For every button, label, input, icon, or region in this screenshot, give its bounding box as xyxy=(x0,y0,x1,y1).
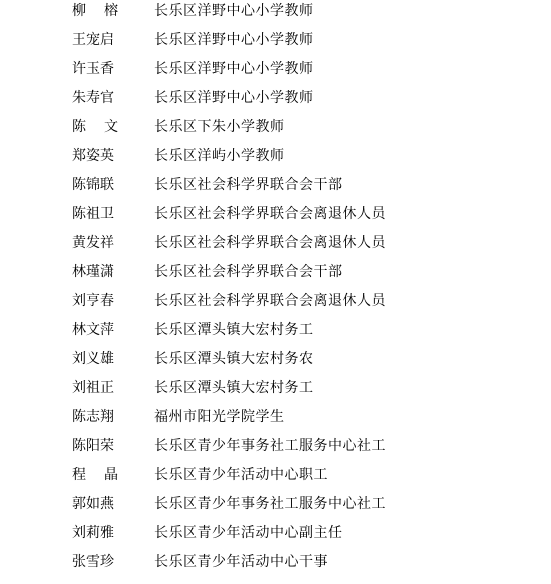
person-affiliation: 长乐区洋屿小学教师 xyxy=(154,148,285,164)
person-affiliation: 长乐区社会科学界联合会干部 xyxy=(154,264,343,280)
list-item xyxy=(0,232,551,261)
list-item xyxy=(0,203,551,232)
person-affiliation: 长乐区洋野中心小学教师 xyxy=(154,61,314,77)
list-item xyxy=(0,261,551,290)
person-affiliation: 长乐区洋野中心小学教师 xyxy=(154,32,314,48)
person-name: 陈文 xyxy=(72,119,136,135)
person-name: 陈阳荣 xyxy=(72,438,114,454)
person-affiliation: 长乐区潭头镇大宏村务工 xyxy=(154,380,314,396)
person-name: 刘莉雅 xyxy=(72,525,114,541)
list-item xyxy=(0,406,551,435)
list-item xyxy=(0,116,551,145)
person-affiliation: 长乐区潭头镇大宏村务工 xyxy=(154,322,314,338)
list-item xyxy=(0,435,551,464)
person-name: 王宠启 xyxy=(72,32,114,48)
person-affiliation: 长乐区青少年事务社工服务中心社工 xyxy=(154,496,386,512)
person-name: 陈志翔 xyxy=(72,409,114,425)
list-item xyxy=(0,87,551,116)
list-item xyxy=(0,319,551,348)
list-item xyxy=(0,174,551,203)
list-item xyxy=(0,348,551,377)
person-affiliation: 长乐区社会科学界联合会干部 xyxy=(154,177,343,193)
person-affiliation: 长乐区社会科学界联合会离退休人员 xyxy=(154,206,386,222)
list-item xyxy=(0,522,551,551)
person-name: 陈锦联 xyxy=(72,177,114,193)
person-affiliation: 长乐区洋野中心小学教师 xyxy=(154,3,314,19)
person-name: 柳榕 xyxy=(72,3,136,19)
person-affiliation: 长乐区社会科学界联合会离退休人员 xyxy=(154,293,386,309)
person-affiliation: 长乐区青少年活动中心职工 xyxy=(154,467,328,483)
person-name: 朱寿官 xyxy=(72,90,114,106)
person-affiliation: 长乐区潭头镇大宏村务农 xyxy=(154,351,314,367)
person-name: 林瑾潇 xyxy=(72,264,114,280)
person-name: 程晶 xyxy=(72,467,136,483)
person-name: 郑姿英 xyxy=(72,148,114,164)
person-name: 郭如燕 xyxy=(72,496,114,512)
list-item xyxy=(0,290,551,319)
list-item xyxy=(0,145,551,174)
person-name: 黄发祥 xyxy=(72,235,114,251)
person-name: 林文萍 xyxy=(72,322,114,338)
person-affiliation: 长乐区青少年活动中心干事 xyxy=(154,554,328,570)
person-name: 张雪珍 xyxy=(72,554,114,570)
person-affiliation: 长乐区下朱小学教师 xyxy=(154,119,285,135)
person-name: 许玉香 xyxy=(72,61,114,77)
person-name: 刘亨春 xyxy=(72,293,114,309)
person-affiliation: 长乐区青少年活动中心副主任 xyxy=(154,525,343,541)
person-affiliation: 福州市阳光学院学生 xyxy=(154,409,285,425)
list-item xyxy=(0,0,551,29)
person-name: 陈祖卫 xyxy=(72,206,114,222)
list-item xyxy=(0,29,551,58)
list-item xyxy=(0,551,551,580)
person-affiliation: 长乐区青少年事务社工服务中心社工 xyxy=(154,438,386,454)
person-name: 刘义雄 xyxy=(72,351,114,367)
list-item xyxy=(0,58,551,87)
list-item xyxy=(0,493,551,522)
list-item xyxy=(0,377,551,406)
person-name: 刘祖正 xyxy=(72,380,114,396)
person-affiliation: 长乐区洋野中心小学教师 xyxy=(154,90,314,106)
person-affiliation: 长乐区社会科学界联合会离退休人员 xyxy=(154,235,386,251)
list-item xyxy=(0,464,551,493)
